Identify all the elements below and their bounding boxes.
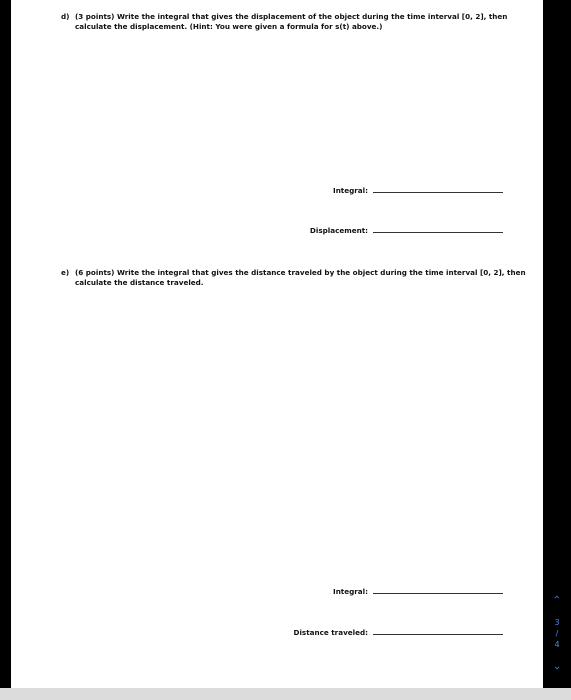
page-current: 3 <box>554 618 560 627</box>
answer-d-displacement <box>310 226 503 235</box>
problem-d <box>61 12 536 31</box>
answer-e-distance-line[interactable] <box>373 633 503 635</box>
problem-d-text: (3 points) Write the integral that gives the displacement of the object during the time interval [0, 2], then calculate the displacement. (Hint: You were given a formula for s(t) above.) <box>75 12 508 31</box>
answer-d-displacement-line[interactable] <box>373 231 503 233</box>
answer-d-integral <box>333 186 503 195</box>
problem-d-number: d) <box>61 12 70 21</box>
answer-e-distance-label: Distance traveled: <box>293 628 368 637</box>
page-separator: / <box>555 629 559 638</box>
document-page <box>11 0 543 700</box>
answer-d-integral-line[interactable] <box>373 191 503 193</box>
answer-e-integral-label: Integral: <box>333 587 368 596</box>
page-navigator <box>543 585 571 680</box>
chevron-up-icon[interactable]: › <box>550 594 563 600</box>
problem-e <box>61 268 536 287</box>
page-gap <box>0 688 571 700</box>
answer-e-integral-line[interactable] <box>373 592 503 594</box>
chevron-down-icon[interactable]: › <box>551 665 564 671</box>
answer-e-distance <box>294 628 504 637</box>
problem-e-number: e) <box>61 268 70 277</box>
answer-d-integral-label: Integral: <box>333 186 368 195</box>
page-total: 4 <box>554 640 560 649</box>
answer-e-integral <box>333 587 503 596</box>
problem-e-text: (6 points) Write the integral that gives the distance traveled by the object during the time interval [0, 2], then calculate the distance traveled. <box>75 268 526 287</box>
answer-d-displacement-label: Displacement: <box>309 226 368 235</box>
